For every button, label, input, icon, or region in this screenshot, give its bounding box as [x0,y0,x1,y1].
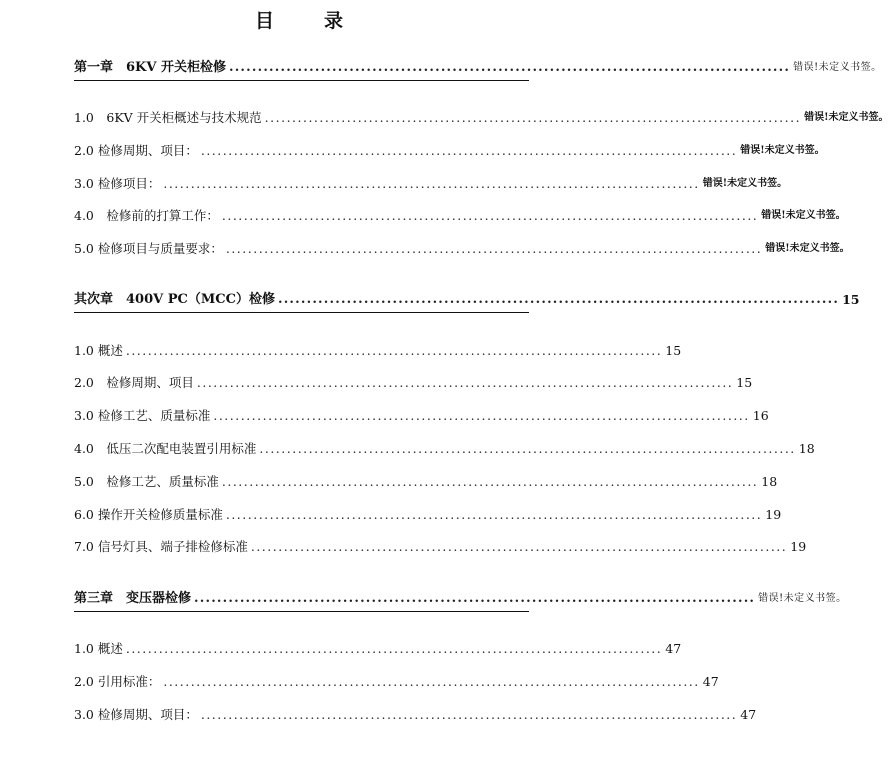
entry-page: 16 [752,408,769,423]
leader-dots: .................................................................................................. [221,474,759,489]
entry-page: 19 [765,507,782,522]
leader-dots: .................................................................................................. [225,241,763,256]
toc-entry[interactable] [74,639,682,659]
toc-entry[interactable] [74,406,769,426]
toc-entry[interactable] [74,239,850,259]
entry-page: 错误!未定义书签。 [765,243,850,254]
entry-label: 5.0 检修项目与质量要求： [74,241,223,256]
leader-dots: .................................................................................................. [221,208,759,223]
entry-label: 2.0 检修周期、项目 [74,375,194,390]
toc-entry[interactable] [74,206,846,226]
entry-label: 1.0 6KV 开关柜概述与技术规范 [74,110,262,125]
leader-dots: .................................................................................................. [264,110,802,125]
toc-entry[interactable] [74,537,807,557]
chapter-title: 其次章 400V PC（MCC）检修 [74,292,275,307]
toc-entry[interactable] [74,108,888,128]
toc-chapter-2[interactable] [74,290,860,310]
entry-label: 7.0 信号灯具、端子排检修标准 [74,539,248,554]
toc-entry[interactable] [74,505,782,525]
leader-dots: .................................................................................................. [228,60,791,75]
toc-chapter-3[interactable] [74,589,847,609]
entry-page: 18 [798,441,815,456]
chapter-underline [74,611,529,612]
leader-dots: .................................................................................................. [125,343,663,358]
entry-page: 错误!未定义书签。 [740,145,825,156]
leader-dots: .................................................................................................. [277,292,840,307]
entry-page: 47 [665,641,682,656]
toc-title [0,6,600,33]
entry-page: 错误!未定义书签。 [804,112,888,123]
chapter-page: 错误!未定义书签。 [793,62,882,73]
toc-chapter-1[interactable] [74,58,882,78]
toc-title-char-1: 目 [254,10,276,32]
entry-label: 1.0 概述 [74,343,123,358]
entry-label: 4.0 低压二次配电装置引用标准 [74,441,257,456]
entry-label: 3.0 检修项目： [74,176,161,191]
leader-dots: .................................................................................................. [250,539,788,554]
leader-dots: .................................................................................................. [125,641,663,656]
entry-label: 1.0 概述 [74,641,123,656]
entry-label: 2.0 检修周期、项目： [74,143,198,158]
entry-label: 6.0 操作开关检修质量标准 [74,507,223,522]
leader-dots: .................................................................................................. [225,507,763,522]
toc-entry[interactable] [74,341,682,361]
toc-entry[interactable] [74,373,753,393]
entry-label: 5.0 检修工艺、质量标准 [74,474,219,489]
entry-label: 4.0 检修前的打算工作： [74,208,219,223]
entry-label: 3.0 检修周期、项目： [74,707,198,722]
chapter-underline [74,312,529,313]
leader-dots: .................................................................................................. [163,176,700,191]
entry-page: 错误!未定义书签。 [702,178,788,189]
chapter-title: 第三章 变压器检修 [74,591,192,606]
entry-label: 3.0 检修工艺、质量标准 [74,408,211,423]
entry-page: 47 [702,674,719,689]
toc-title-char-2: 录 [324,10,346,32]
chapter-page: 15 [842,292,860,307]
leader-dots: .................................................................................................. [194,591,756,606]
leader-dots: .................................................................................................. [200,143,738,158]
entry-page: 47 [740,707,757,722]
leader-dots: .................................................................................................. [213,408,750,423]
toc-entry[interactable] [74,672,719,692]
toc-entry[interactable] [74,141,825,161]
chapter-underline [74,80,529,81]
entry-page: 18 [761,474,778,489]
leader-dots: .................................................................................................. [259,441,796,456]
leader-dots: .................................................................................................. [163,674,700,689]
entry-page: 15 [665,343,682,358]
toc-entry[interactable] [74,439,815,459]
toc-entry[interactable] [74,174,788,194]
entry-page: 19 [790,539,807,554]
chapter-page: 错误!未定义书签。 [758,593,847,604]
toc-entry[interactable] [74,472,778,492]
entry-page: 15 [736,375,753,390]
toc-entry[interactable] [74,705,757,725]
entry-label: 2.0 引用标准： [74,674,161,689]
chapter-title: 第一章 6KV 开关柜检修 [74,60,226,75]
leader-dots: .................................................................................................. [200,707,738,722]
entry-page: 错误!未定义书签。 [761,210,846,221]
leader-dots: .................................................................................................. [196,375,734,390]
